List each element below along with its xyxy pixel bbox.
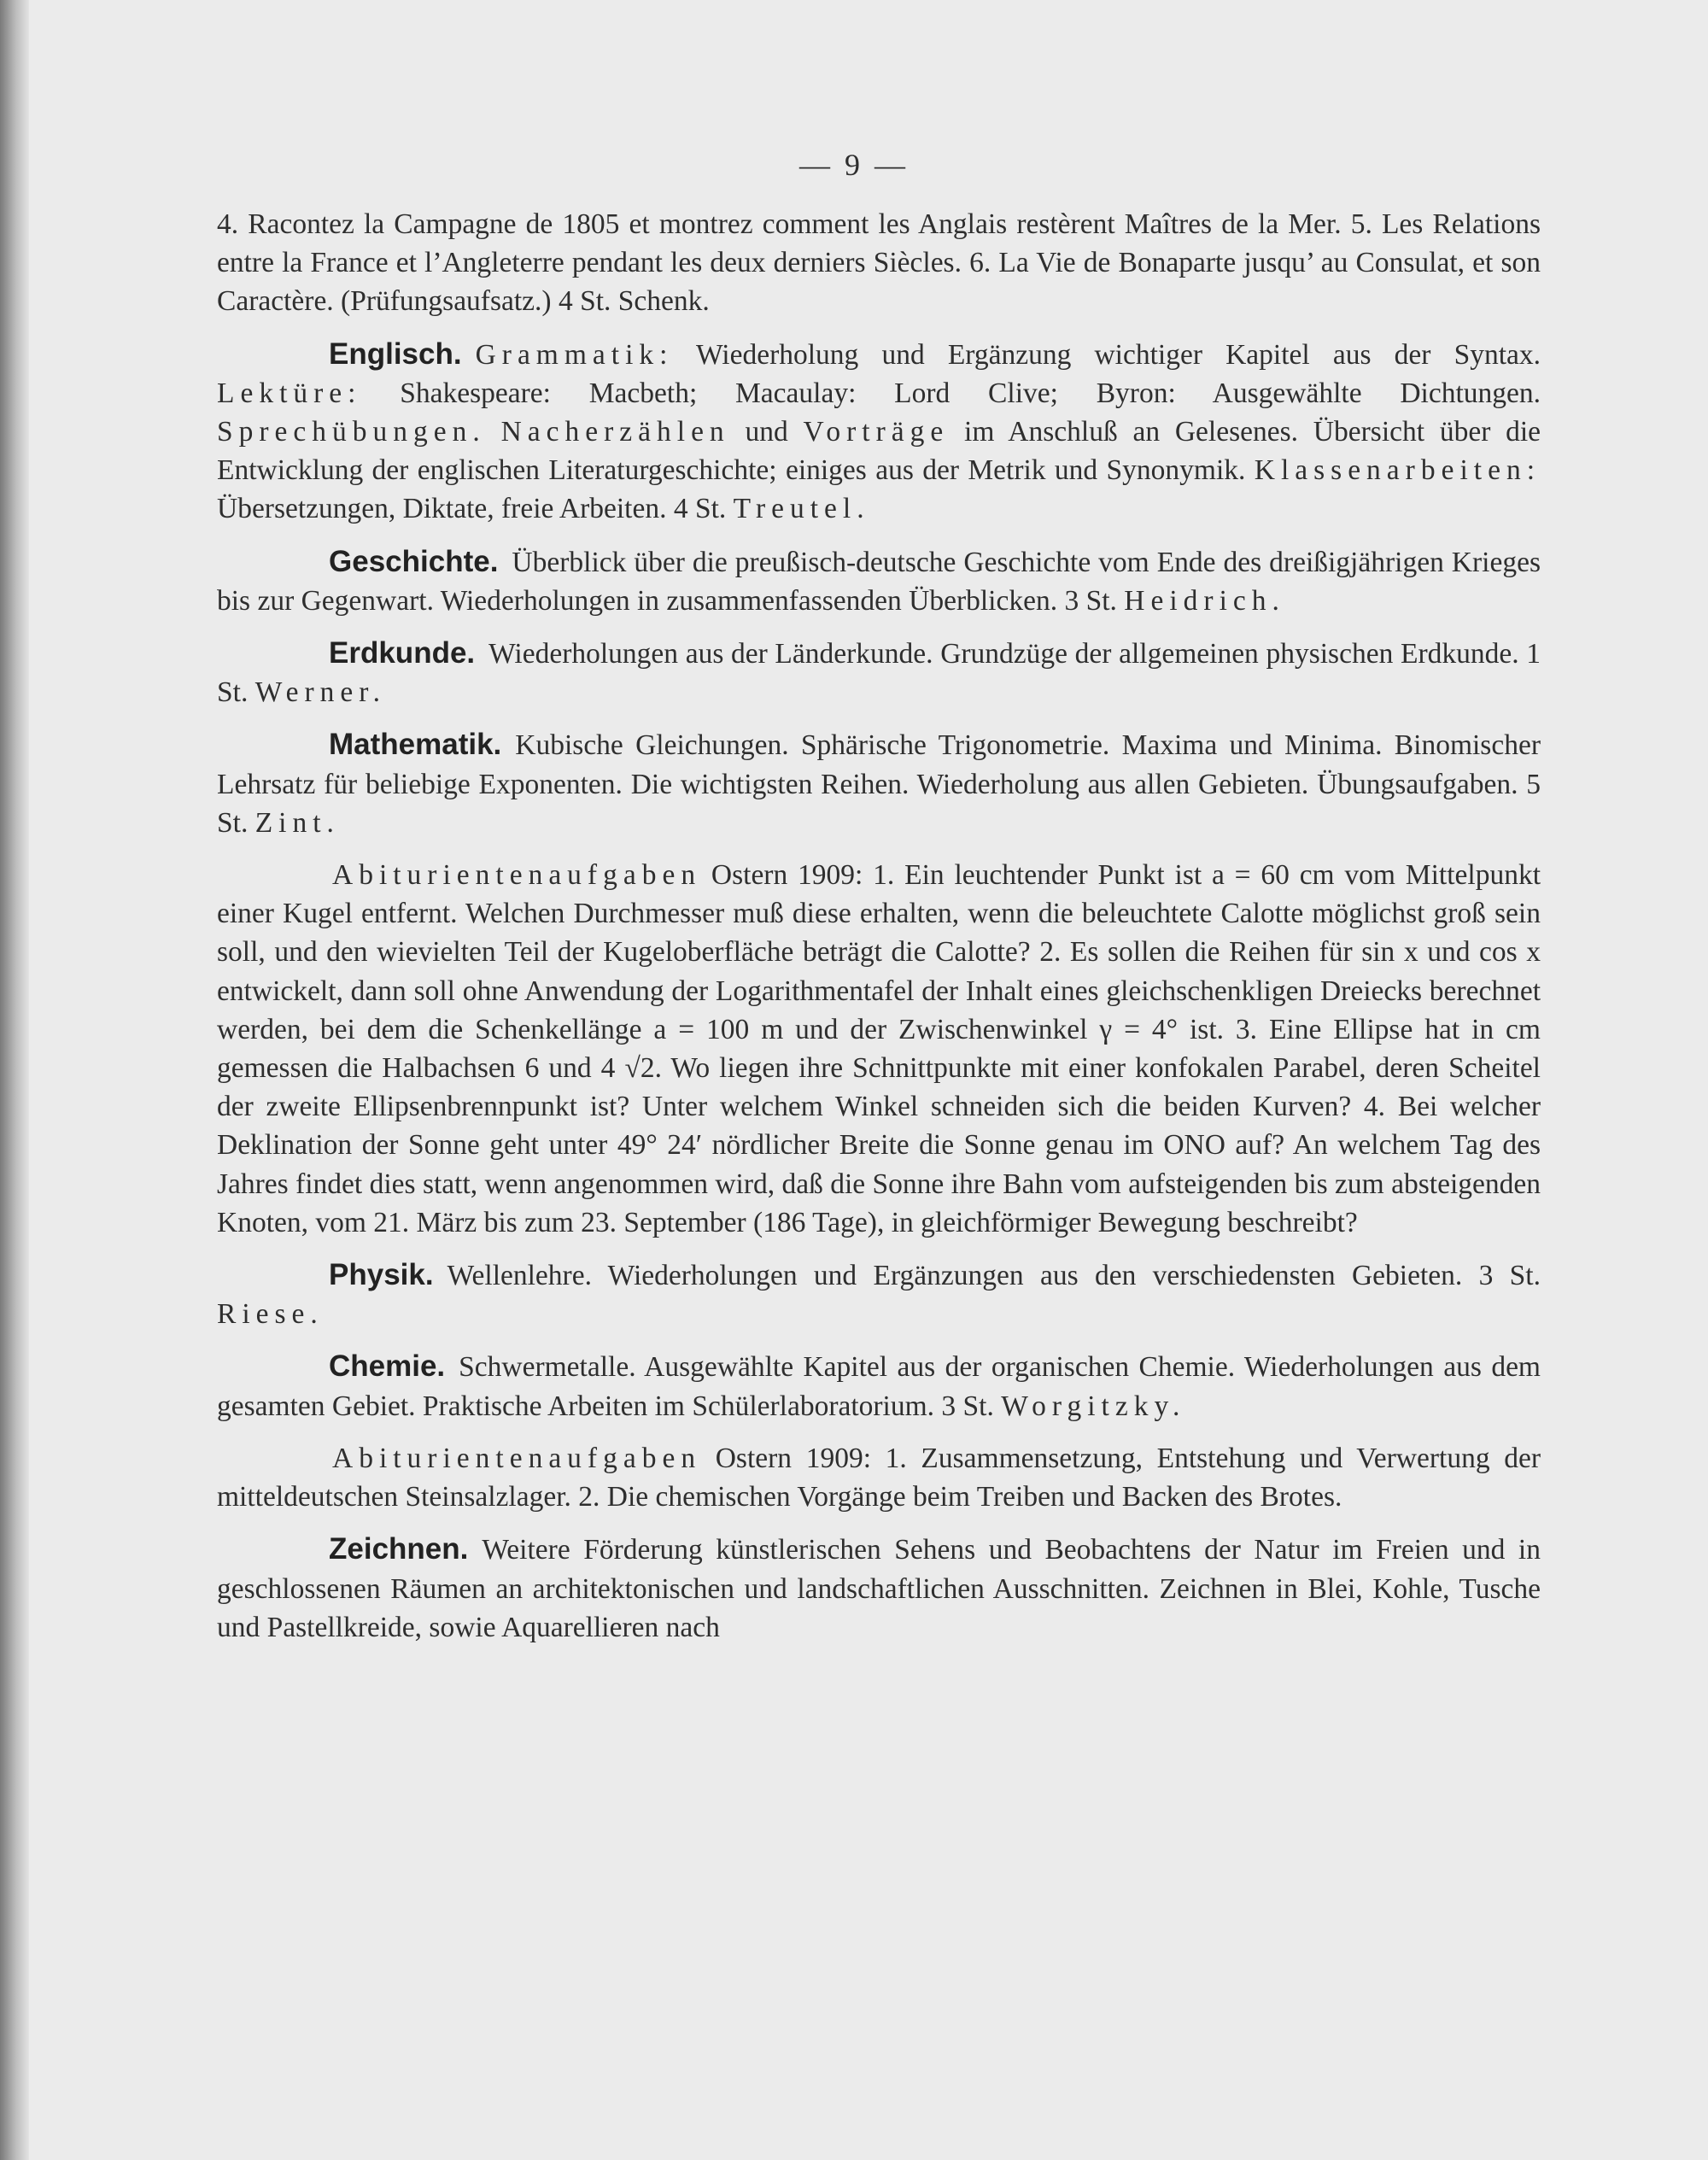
term-sprechuebungen: Sprechübungen. (217, 416, 486, 448)
page-number: — 9 — (799, 148, 909, 182)
geschichte-text: Überblick über die preußisch-deutsche Geschichte vom Ende des dreißigjährigen Krieges bis zur Gegenwart. Wiederholungen in zusammenfassenden Überblicken. 3 St. (217, 546, 1541, 617)
term-klassenarbeiten: Klassenarbeiten: (1254, 454, 1541, 487)
math-abitur-text: Ostern 1909: 1. Ein leuchtender Punkt ist a = 60 cm vom Mittelpunkt einer Kugel entfernt. Welchen Durchmesser muß diese erhalten, wenn die beleuchtete Calotte möglichst groß sein soll, und den wievielten Teil der Kugeloberfläche beträgt die Calotte? 2. Es sollen die Reihen für sin x und cos x entwickelt, dann soll ohne Anwendung der Logarithmentafel der Inhalt eines gleichschenkligen Dreiecks berechnet werden, bei dem die Schenkellänge a = 100 m und der Zwischenwinkel γ = 4° ist. 3. Eine Ellipse hat in cm gemessen die Halbachsen 6 und 4 √2. Wo liegen ihre Schnittpunkte mit einer konfokalen Parabel, deren Scheitel der zweite Ellipsenbrennpunkt ist? Unter welchem Winkel schneiden sich die beiden Kurven? 4. Bei welcher Deklination der Sonne geht unter 49° 24′ nördlicher Breite die Sonne genau im ONO auf? An welchem Tag des Jahres findet dies statt, wenn angenommen wird, daß die Sonne ihre Bahn vom aufsteigenden bis zum absteigenden Knoten, vom 21. März bis zum 23. September (186 Tage), in gleichförmiger Bewegung beschreibt? (217, 859, 1541, 1238)
paragraph-mathematik (217, 725, 1541, 842)
paragraph-geschichte (217, 542, 1541, 620)
teacher-werner: Werner. (254, 676, 386, 709)
heading-mathematik: Mathematik. (329, 728, 502, 762)
scan-edge (0, 0, 29, 2160)
heading-chemie: Chemie. (329, 1349, 446, 1384)
zeichnen-text: Weitere Förderung künstlerischen Sehens und Beobachtens der Natur im Freien und in geschlossenen Räumen an architektonischen und landschaftlichen Ausschnitten. Zeichnen in Blei, Kohle, Tusche und Pastellkreide, sowie Aquarellieren nach (217, 1534, 1541, 1643)
teacher-riese: Riese. (217, 1298, 324, 1331)
chem-abitur-text: Ostern 1909: 1. Zusammensetzung, Entstehung und Verwertung der mitteldeutschen Steinsalzlager. 2. Die chemischen Vorgänge beim Treiben und Backen des Brotes. (217, 1442, 1541, 1513)
chem-abitur-label: Abiturientenaufgaben (332, 1442, 702, 1474)
erdkunde-text: Wiederholungen aus der Länderkunde. Grundzüge der allgemeinen physischen Erdkunde. 1 St. (217, 638, 1541, 709)
physik-text: Wellenlehre. Wiederholungen und Ergänzungen aus den verschiedensten Gebieten. 3 St. (447, 1260, 1541, 1292)
paragraph-englisch (217, 335, 1541, 529)
term-grammatik: Grammatik: (475, 338, 674, 371)
paragraph-chem-abitur (217, 1439, 1541, 1516)
heading-englisch: Englisch. (329, 337, 462, 371)
teacher-heidrich: Heidrich. (1124, 584, 1285, 617)
term-lektuere: Lektüre: (217, 377, 362, 409)
paragraph-french-continued (217, 205, 1541, 321)
englisch-text-2: Shakespeare: Macbeth; Macaulay: Lord Clive; Byron: Ausgewählte Dichtungen. (400, 377, 1541, 409)
paragraph-erdkunde (217, 634, 1541, 711)
paragraph-math-abitur (217, 856, 1541, 1242)
englisch-text-und: und (745, 416, 788, 448)
math-abitur-label: Abiturientenaufgaben (332, 859, 702, 892)
term-vortraege: Vorträge (803, 416, 950, 448)
paragraph-zeichnen (217, 1530, 1541, 1647)
englisch-text-1: Wiederholung und Ergänzung wichtiger Kapitel aus der Syntax. (696, 338, 1541, 371)
heading-physik: Physik. (329, 1258, 434, 1292)
teacher-worgitzky: Worgitzky. (1001, 1390, 1186, 1422)
teacher-zint: Zint. (254, 806, 340, 839)
mathematik-text: Kubische Gleichungen. Sphärische Trigonometrie. Maxima und Minima. Binomischer Lehrsatz für beliebige Exponenten. Die wichtigsten Reihen. Wiederholung aus allen Gebieten. Übungsaufgaben. 5 St. (217, 729, 1541, 839)
paragraph-physik (217, 1256, 1541, 1333)
paragraph-chemie (217, 1347, 1541, 1425)
french-text: 4. Racontez la Campagne de 1805 et montrez comment les Anglais restèrent Maîtres de la Mer. 5. Les Relations entre la France et l’Angleterre pendant les deux derniers Siècles. 6. La Vie de Bonaparte jusqu’ au Consulat, et son Caractère. (Prüfungsaufsatz.) 4 St. Schenk. (217, 208, 1541, 318)
englisch-text-3: im Anschluß an Gelesenes. Übersicht über die Entwicklung der englischen Literaturgeschichte; einiges aus der Metrik und Synonymik. (217, 416, 1541, 487)
chemie-text: Schwermetalle. Ausgewählte Kapitel aus der organischen Chemie. Wiederholungen aus dem gesamten Gebiet. Praktische Arbeiten im Schülerlaboratorium. 3 St. (217, 1351, 1541, 1422)
term-nacherzaehlen: Nacherzählen (500, 416, 730, 448)
heading-geschichte: Geschichte. (329, 544, 499, 578)
heading-zeichnen: Zeichnen. (329, 1532, 469, 1566)
englisch-text-4: Übersetzungen, Diktate, freie Arbeiten. 4 St. (217, 493, 727, 525)
page-content (217, 205, 1541, 1660)
teacher-treutel: Treutel. (733, 493, 870, 525)
heading-erdkunde: Erdkunde. (329, 636, 476, 670)
